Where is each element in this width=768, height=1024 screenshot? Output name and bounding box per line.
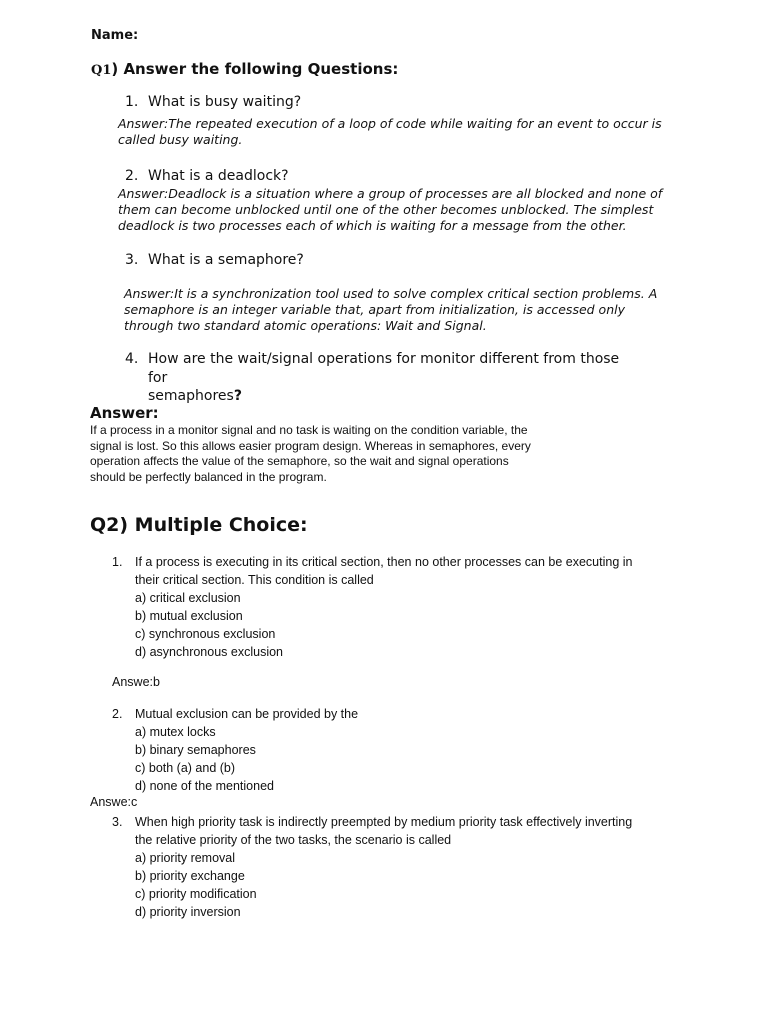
q1-question-2 <box>125 168 289 184</box>
q1-answer-3-line: semaphore is an integer variable that, apart from initialization, is accessed only <box>124 302 626 317</box>
q1-answer-2-line: them can become unblocked until one of the other becomes unblocked. The simplest <box>118 202 654 217</box>
mc-option: b) mutual exclusion <box>135 609 243 623</box>
q1-question-3 <box>125 252 304 268</box>
mc-option: d) none of the mentioned <box>135 779 274 793</box>
q1-question-4 <box>125 350 619 406</box>
mc-option: b) priority exchange <box>135 869 245 883</box>
mc-option: c) both (a) and (b) <box>135 761 236 775</box>
q1-answer-4-line: operation affects the value of the semaphore, so the wait and signal operations <box>90 454 509 469</box>
mc-option: a) priority removal <box>135 851 236 865</box>
q1-answer-4-body <box>90 423 531 485</box>
q1-question-4-last: semaphores <box>148 388 234 404</box>
q1-answer-2-line: deadlock is two processes each of which is waiting for a message from the other. <box>118 218 627 233</box>
mc-option: c) priority modification <box>135 887 257 901</box>
q1-heading <box>91 60 398 78</box>
q1-question-3-num: 3. <box>125 252 139 268</box>
q1-answer-2 <box>118 186 662 234</box>
mc-option: a) mutex locks <box>135 725 216 739</box>
mc-question-3-line: When high priority task is indirectly preempted by medium priority task effectively inverting <box>135 815 633 829</box>
q1-answer-4-line: signal is lost. So this allows easier program design. Whereas in semaphores, every <box>90 438 531 453</box>
q1-question-4-mark: ? <box>233 388 242 404</box>
q2-heading: Q2) Multiple Choice: <box>90 514 308 536</box>
mc-option: c) synchronous exclusion <box>135 627 276 641</box>
q1-question-1 <box>125 94 301 110</box>
q1-answer-3 <box>124 286 657 334</box>
q1-question-1-num: 1. <box>125 94 139 110</box>
mc-option: b) binary semaphores <box>135 743 256 757</box>
q1-title: ) Answer the following Questions: <box>111 60 399 78</box>
mc-question-3-line: the relative priority of the two tasks, the scenario is called <box>135 833 452 847</box>
q1-answer-3-line: through two standard atomic operations: Wait and Signal. <box>124 318 487 333</box>
mc-question-2-num: 2. <box>112 707 123 721</box>
mc-question-1-line: their critical section. This condition is called <box>135 573 374 587</box>
mc-option: d) priority inversion <box>135 905 241 919</box>
q1-answer-2-line: Answer:Deadlock is a situation where a group of processes are all blocked and none of <box>118 186 663 201</box>
mc-question-2-line: Mutual exclusion can be provided by the <box>135 707 359 721</box>
q1-answer-4-line: should be perfectly balanced in the program. <box>90 469 327 484</box>
q1-question-3-text: What is a semaphore? <box>148 252 304 268</box>
q1-number: Q1 <box>91 63 112 78</box>
q1-question-4-num: 4. <box>125 351 139 367</box>
q1-answer-1 <box>118 116 662 148</box>
mc-option: d) asynchronous exclusion <box>135 645 283 659</box>
mc-answer-2: Answe:c <box>90 795 138 809</box>
mc-question-1-line: If a process is executing in its critical section, then no other processes can be executing in <box>135 555 633 569</box>
q1-answer-1-line: called busy waiting. <box>118 132 243 147</box>
q1-question-1-text: What is busy waiting? <box>148 94 302 110</box>
q1-question-4-line: for <box>148 369 168 386</box>
q1-answer-1-line: Answer:The repeated execution of a loop of code while waiting for an event to occur is <box>118 116 662 131</box>
q1-answer-4-line: If a process in a monitor signal and no task is waiting on the condition variable, the <box>90 423 528 437</box>
name-label: Name: <box>91 28 139 43</box>
mc-question-3-num: 3. <box>112 815 123 829</box>
mc-option: a) critical exclusion <box>135 591 241 605</box>
q1-question-2-text: What is a deadlock? <box>148 168 289 184</box>
q1-answer-4-heading: Answer: <box>90 404 159 422</box>
mc-question-1-num: 1. <box>112 555 123 569</box>
q1-question-2-num: 2. <box>125 168 139 184</box>
mc-answer-1: Answe:b <box>112 675 160 689</box>
q1-question-4-line: How are the wait/signal operations for monitor different from those <box>148 351 620 367</box>
q1-answer-3-line: Answer:It is a synchronization tool used to solve complex critical section problems. A <box>124 286 658 301</box>
